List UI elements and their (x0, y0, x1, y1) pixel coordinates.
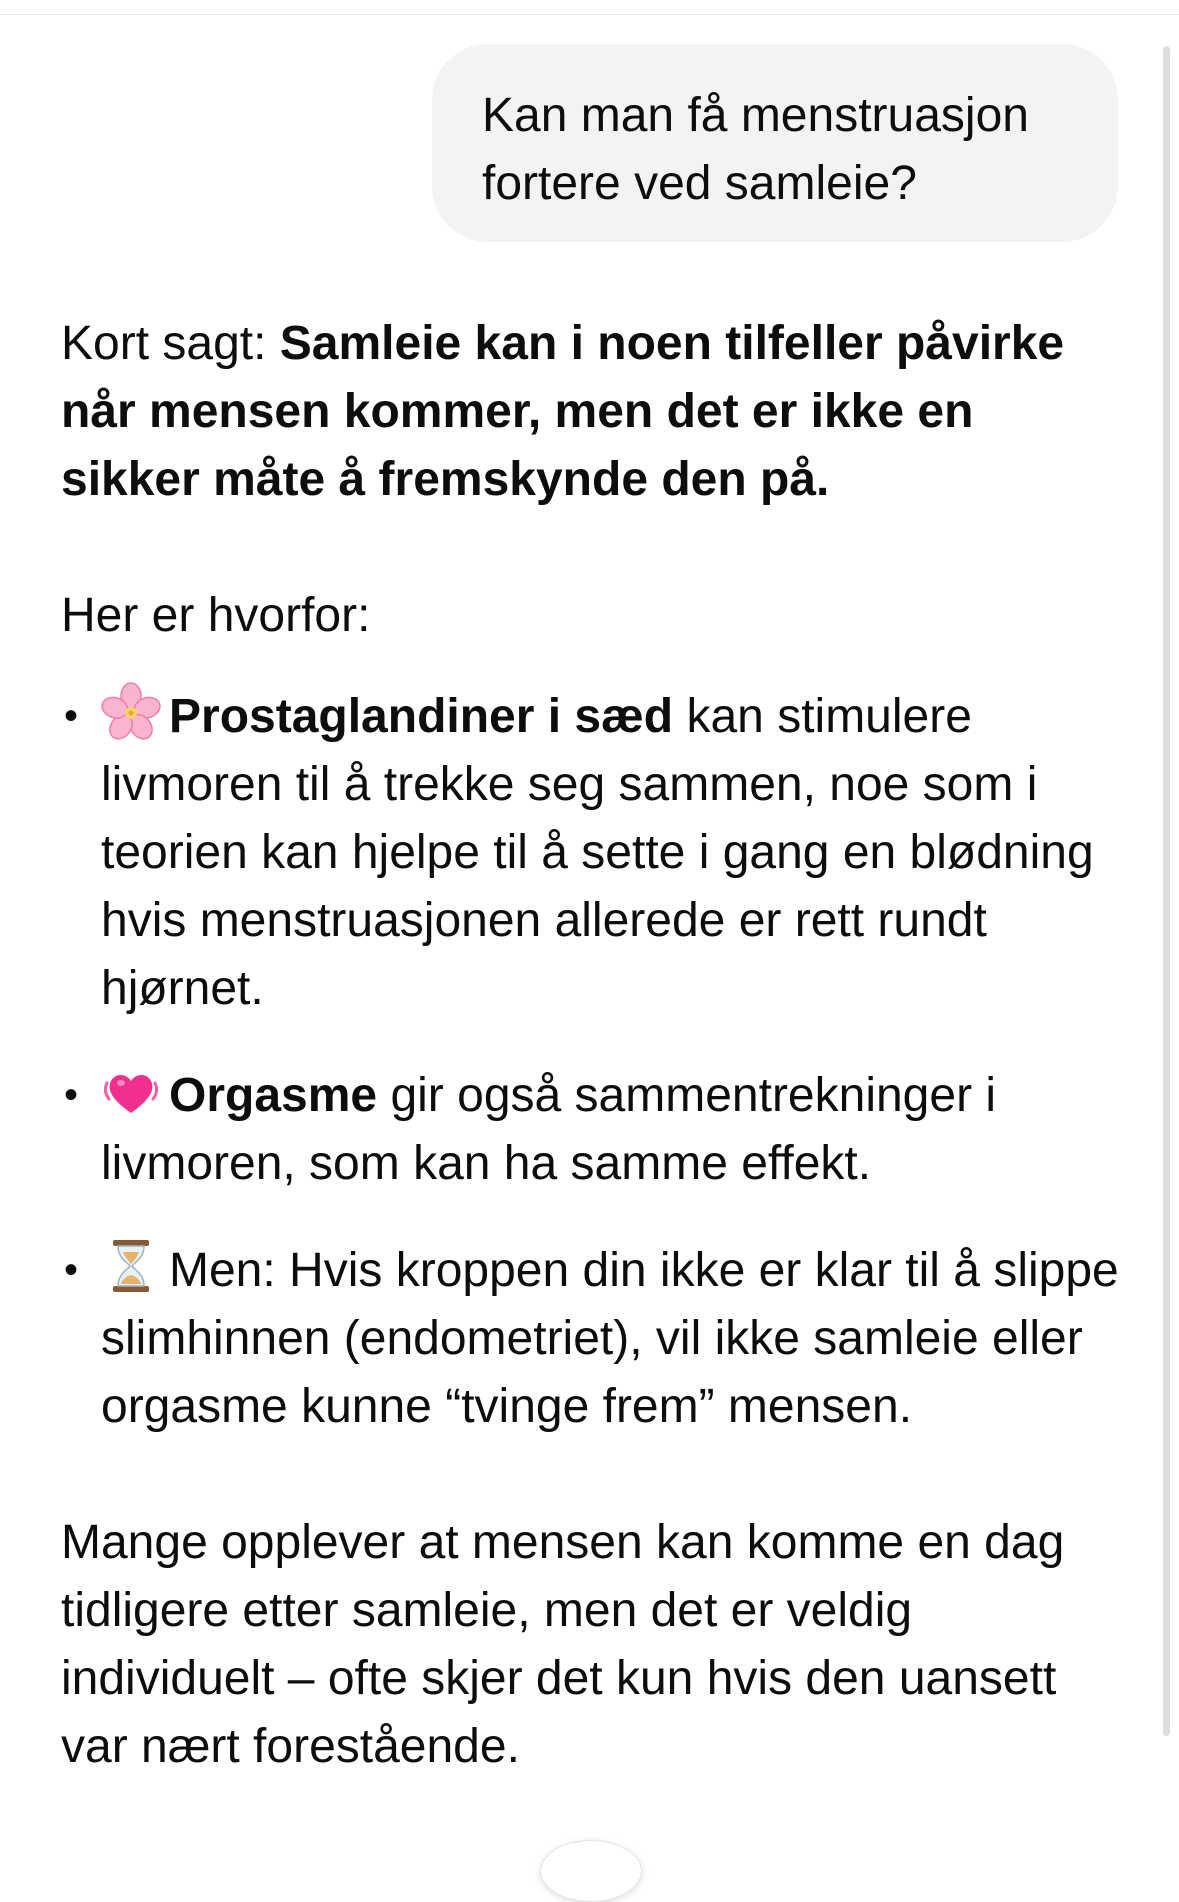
user-message-bubble (432, 44, 1118, 242)
assistant-closing: Mange opplever at mensen kan komme en dag tidligere etter samleie, men det er veldig individuelt – ofte skjer det kun hvis den uansett var nært forestående. (61, 1516, 1065, 1773)
list-item (61, 1061, 1121, 1198)
reasons-list (61, 682, 1121, 1441)
list-item (61, 682, 1121, 1023)
reason-text: gir også sammentrekninger i livmoren, som kan ha samme effekt. (101, 1069, 997, 1190)
cherry-blossom-icon (101, 682, 161, 742)
reason-text: Men: Hvis kroppen din ikke er klar til å slippe slimhinnen (endometriet), vil ikke samleie eller orgasme kunne “tvinge frem” mensen. (101, 1244, 1119, 1433)
bullet: • (63, 1248, 78, 1292)
bullet: • (63, 1073, 78, 1117)
lead-prefix: Kort sagt: (61, 317, 280, 370)
lead-bold: Samleie kan i noen tilfeller påvirke når mensen kommer, men det er ikke en sikker måte å fremskynde den på. (61, 317, 1065, 506)
beating-heart-icon (101, 1061, 161, 1121)
assistant-lead (61, 310, 1121, 514)
scrollbar[interactable] (1163, 46, 1170, 1736)
list-item (61, 1236, 1121, 1441)
assistant-intro: Her er hvorfor: (61, 589, 371, 642)
user-message-text: Kan man få menstruasjon fortere ved samleie? (482, 89, 1029, 210)
reason-bold: Orgasme (169, 1069, 378, 1122)
reason-text: kan stimulere livmoren til å trekke seg sammen, noe som i teorien kan hjelpe til å sette i gang en blødning hvis menstruasjonen allerede er rett rundt hjørnet. (101, 690, 1094, 1015)
hourglass-icon (101, 1236, 161, 1296)
reason-bold: Prostaglandiner i sæd (169, 690, 674, 743)
bullet: • (63, 694, 78, 738)
scroll-down-button[interactable] (540, 1840, 642, 1902)
top-divider (0, 0, 1179, 15)
assistant-message (61, 310, 1121, 1781)
